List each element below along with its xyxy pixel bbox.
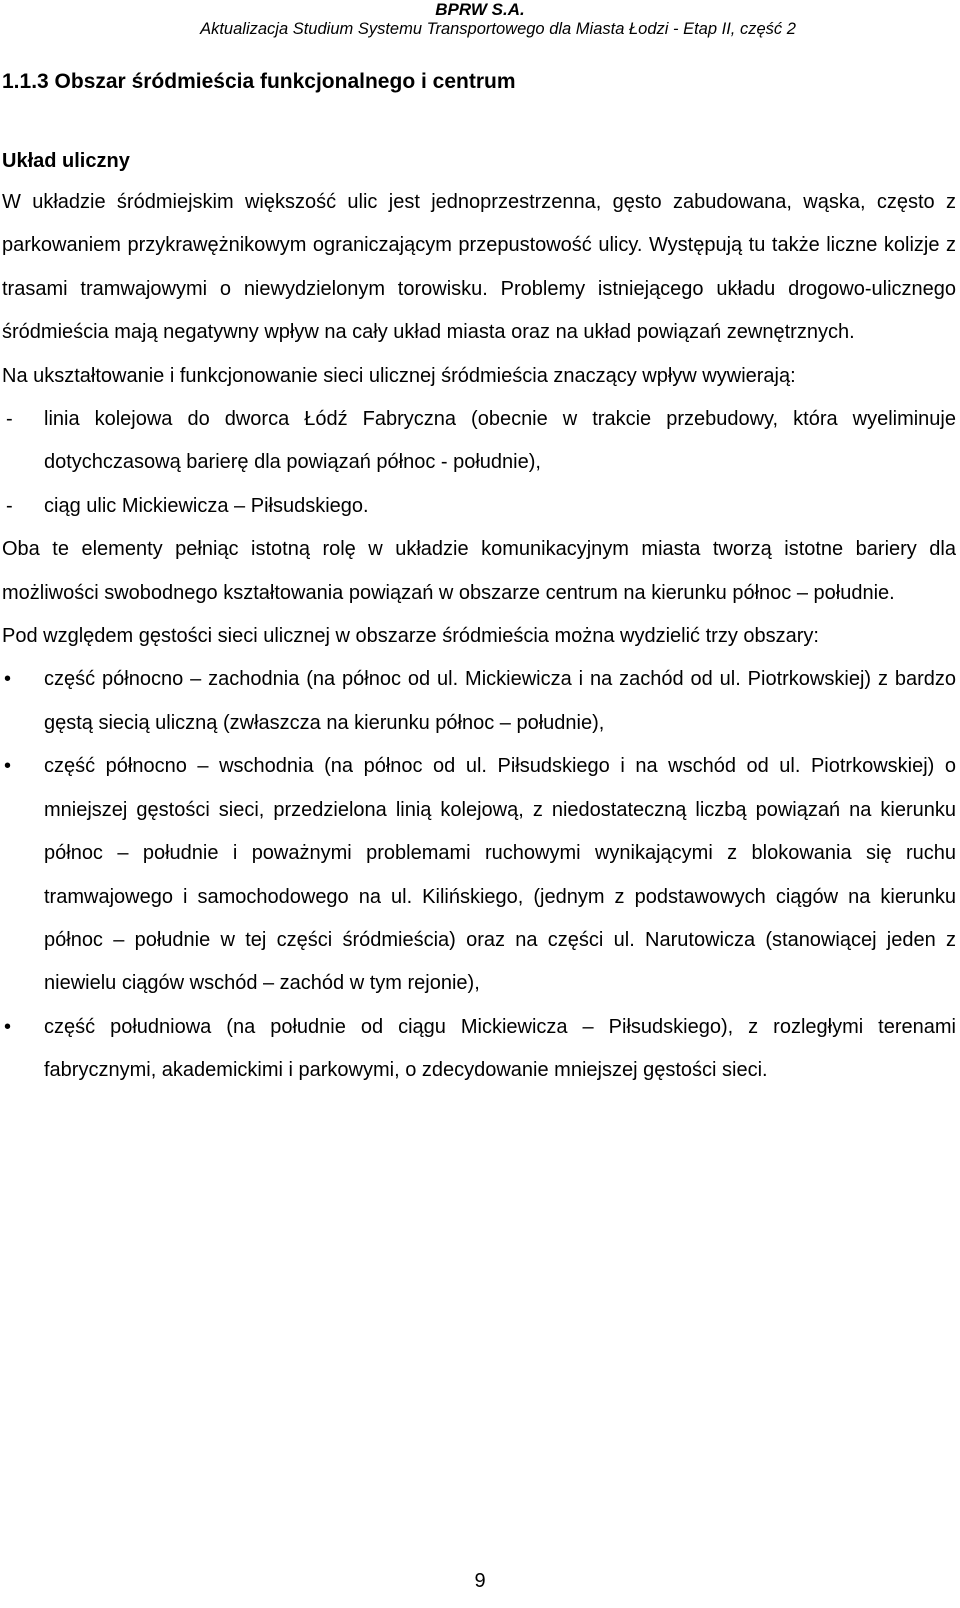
list-item-text: część północno – wschodnia (na północ od ul. Piłsudskiego i na wschód od ul. Piotrkowskiej) o mniejszej gęstości sieci, przedzielona linią kolejową, z niedostateczną liczbą powiązań na kierunku północ – południe i poważnymi problemami ruchowymi wynikającymi z blokowania się ruchu tramwajowego i samochodowego na ul. Kilińskiego, (jednym z podstawowych ciągów na kierunku północ – południe w tej części śródmieścia) oraz na części ul. Narutowicza (stanowiącej jeden z niewielu ciągów wschód – zachód w tym rejonie),	[44, 755, 956, 995]
list-item	[2, 745, 956, 1005]
section-subheading: Układ uliczny	[2, 150, 130, 172]
header-company: BPRW S.A.	[435, 0, 525, 19]
paragraph-intro: W układzie śródmiejskim większość ulic jest jednoprzestrzenna, gęsto zabudowana, wąska, często z parkowaniem przykrawężnikowym ograniczającym przepustowość ulicy. Występują tu także liczne kolizje z trasami tramwajowymi o niewydzielonym torowisku. Problemy istniejącego układu drogowo-ulicznego śródmieścia mają negatywny wpływ na cały układ miasta oraz na układ powiązań zewnętrznych.	[2, 191, 956, 344]
dash-marker: -	[6, 408, 13, 431]
bullet-marker: •	[4, 668, 12, 691]
page-header	[0, 0, 960, 39]
dash-list	[2, 398, 956, 528]
list-item-text: część północno – zachodnia (na północ od ul. Mickiewicza i na zachód od ul. Piotrkowskiej) z bardzo gęstą siecią uliczną (zwłaszcza na kierunku północ – południe),	[44, 668, 956, 734]
bullet-list	[2, 658, 956, 1092]
list-item	[2, 398, 956, 485]
dash-marker: -	[6, 494, 13, 517]
list-item	[2, 658, 956, 745]
paragraph-density: Pod względem gęstości sieci ulicznej w obszarze śródmieścia można wydzielić trzy obszary:	[2, 625, 819, 648]
paragraph-influence: Na ukształtowanie i funkcjonowanie sieci ulicznej śródmieścia znaczący wpływ wywierają:	[2, 364, 796, 387]
list-item-text: ciąg ulic Mickiewicza – Piłsudskiego.	[44, 494, 369, 517]
section-heading: 1.1.3 Obszar śródmieścia funkcjonalnego i centrum	[2, 70, 516, 93]
list-item-text: linia kolejowa do dworca Łódź Fabryczna (obecnie w trakcie przebudowy, która wyeliminuje dotychczasową barierę dla powiązań północ - południe),	[44, 408, 956, 474]
bullet-marker: •	[4, 755, 12, 778]
header-subtitle: Aktualizacja Studium Systemu Transportowego dla Miasta Łodzi - Etap II, część 2	[200, 19, 796, 38]
page-number: 9	[474, 1570, 486, 1592]
paragraph-barriers: Oba te elementy pełniąc istotną rolę w układzie komunikacyjnym miasta tworzą istotne bariery dla możliwości swobodnego kształtowania powiązań w obszarze centrum na kierunku północ – południe.	[2, 538, 956, 604]
list-item-text: część południowa (na południe od ciągu Mickiewicza – Piłsudskiego), z rozległymi terenami fabrycznymi, akademickimi i parkowymi, o zdecydowanie mniejszej gęstości sieci.	[44, 1015, 956, 1082]
document-body	[2, 181, 956, 1093]
bullet-marker: •	[4, 1015, 12, 1038]
list-item	[2, 485, 956, 528]
list-item	[2, 1006, 956, 1093]
